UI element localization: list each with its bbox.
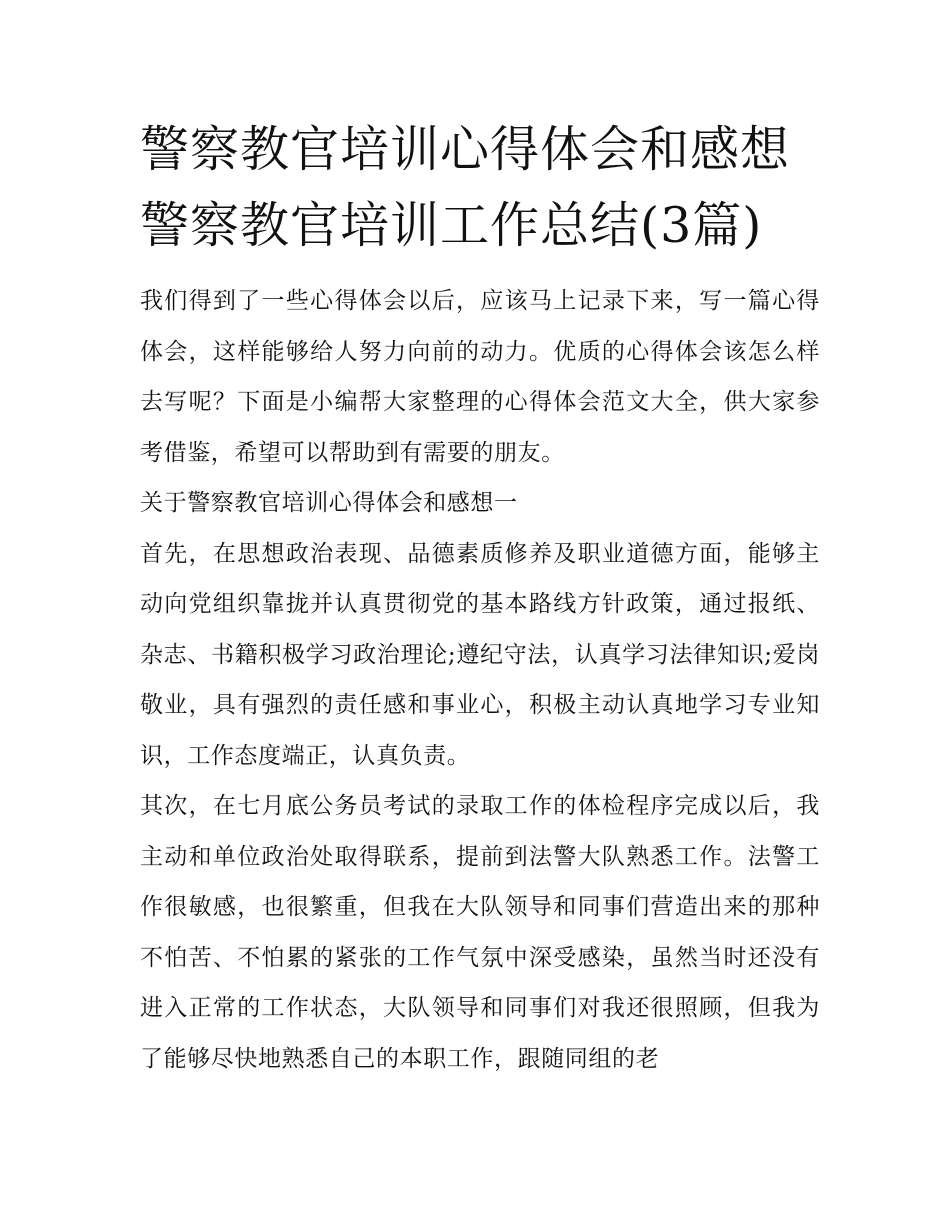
section-heading: 关于警察教官培训心得体会和感想一 (140, 490, 518, 516)
intro-paragraph: 我们得到了一些心得体会以后，应该马上记录下来，写一篇心得体会，这样能够给人努力向前的动力。优质的心得体会该怎么样去写呢？下面是小编帮大家整理的心得体会范文大全，供大家参考借鉴，希望可以帮助到有需要的朋友。 (140, 288, 820, 466)
page-title (140, 112, 820, 264)
title-line-1: 警察教官培训心得体会和感想 (140, 121, 791, 178)
title-line-2: 警察教官培训工作总结(3篇) (140, 197, 763, 254)
document-body (140, 276, 820, 1084)
body-paragraph-first: 首先，在思想政治表现、品德素质修养及职业道德方面，能够主动向党组织靠拢并认真贯彻党的基本路线方针政策，通过报纸、杂志、书籍积极学习政治理论;遵纪守法，认真学习法律知识;爱岗敬业，具有强烈的责任感和事业心，积极主动认真地学习专业知识，工作态度端正，认真负责。 (140, 540, 820, 769)
document-page (140, 112, 820, 1084)
body-paragraph-second: 其次，在七月底公务员考试的录取工作的体检程序完成以后，我主动和单位政治处取得联系，提前到法警大队熟悉工作。法警工作很敏感，也很繁重，但我在大队领导和同事们营造出来的那种不怕苦、不怕累的紧张的工作气氛中深受感染，虽然当时还没有进入正常的工作状态，大队领导和同事们对我还很照顾，但我为了能够尽快地熟悉自己的本职工作，跟随同组的老 (140, 793, 820, 1072)
